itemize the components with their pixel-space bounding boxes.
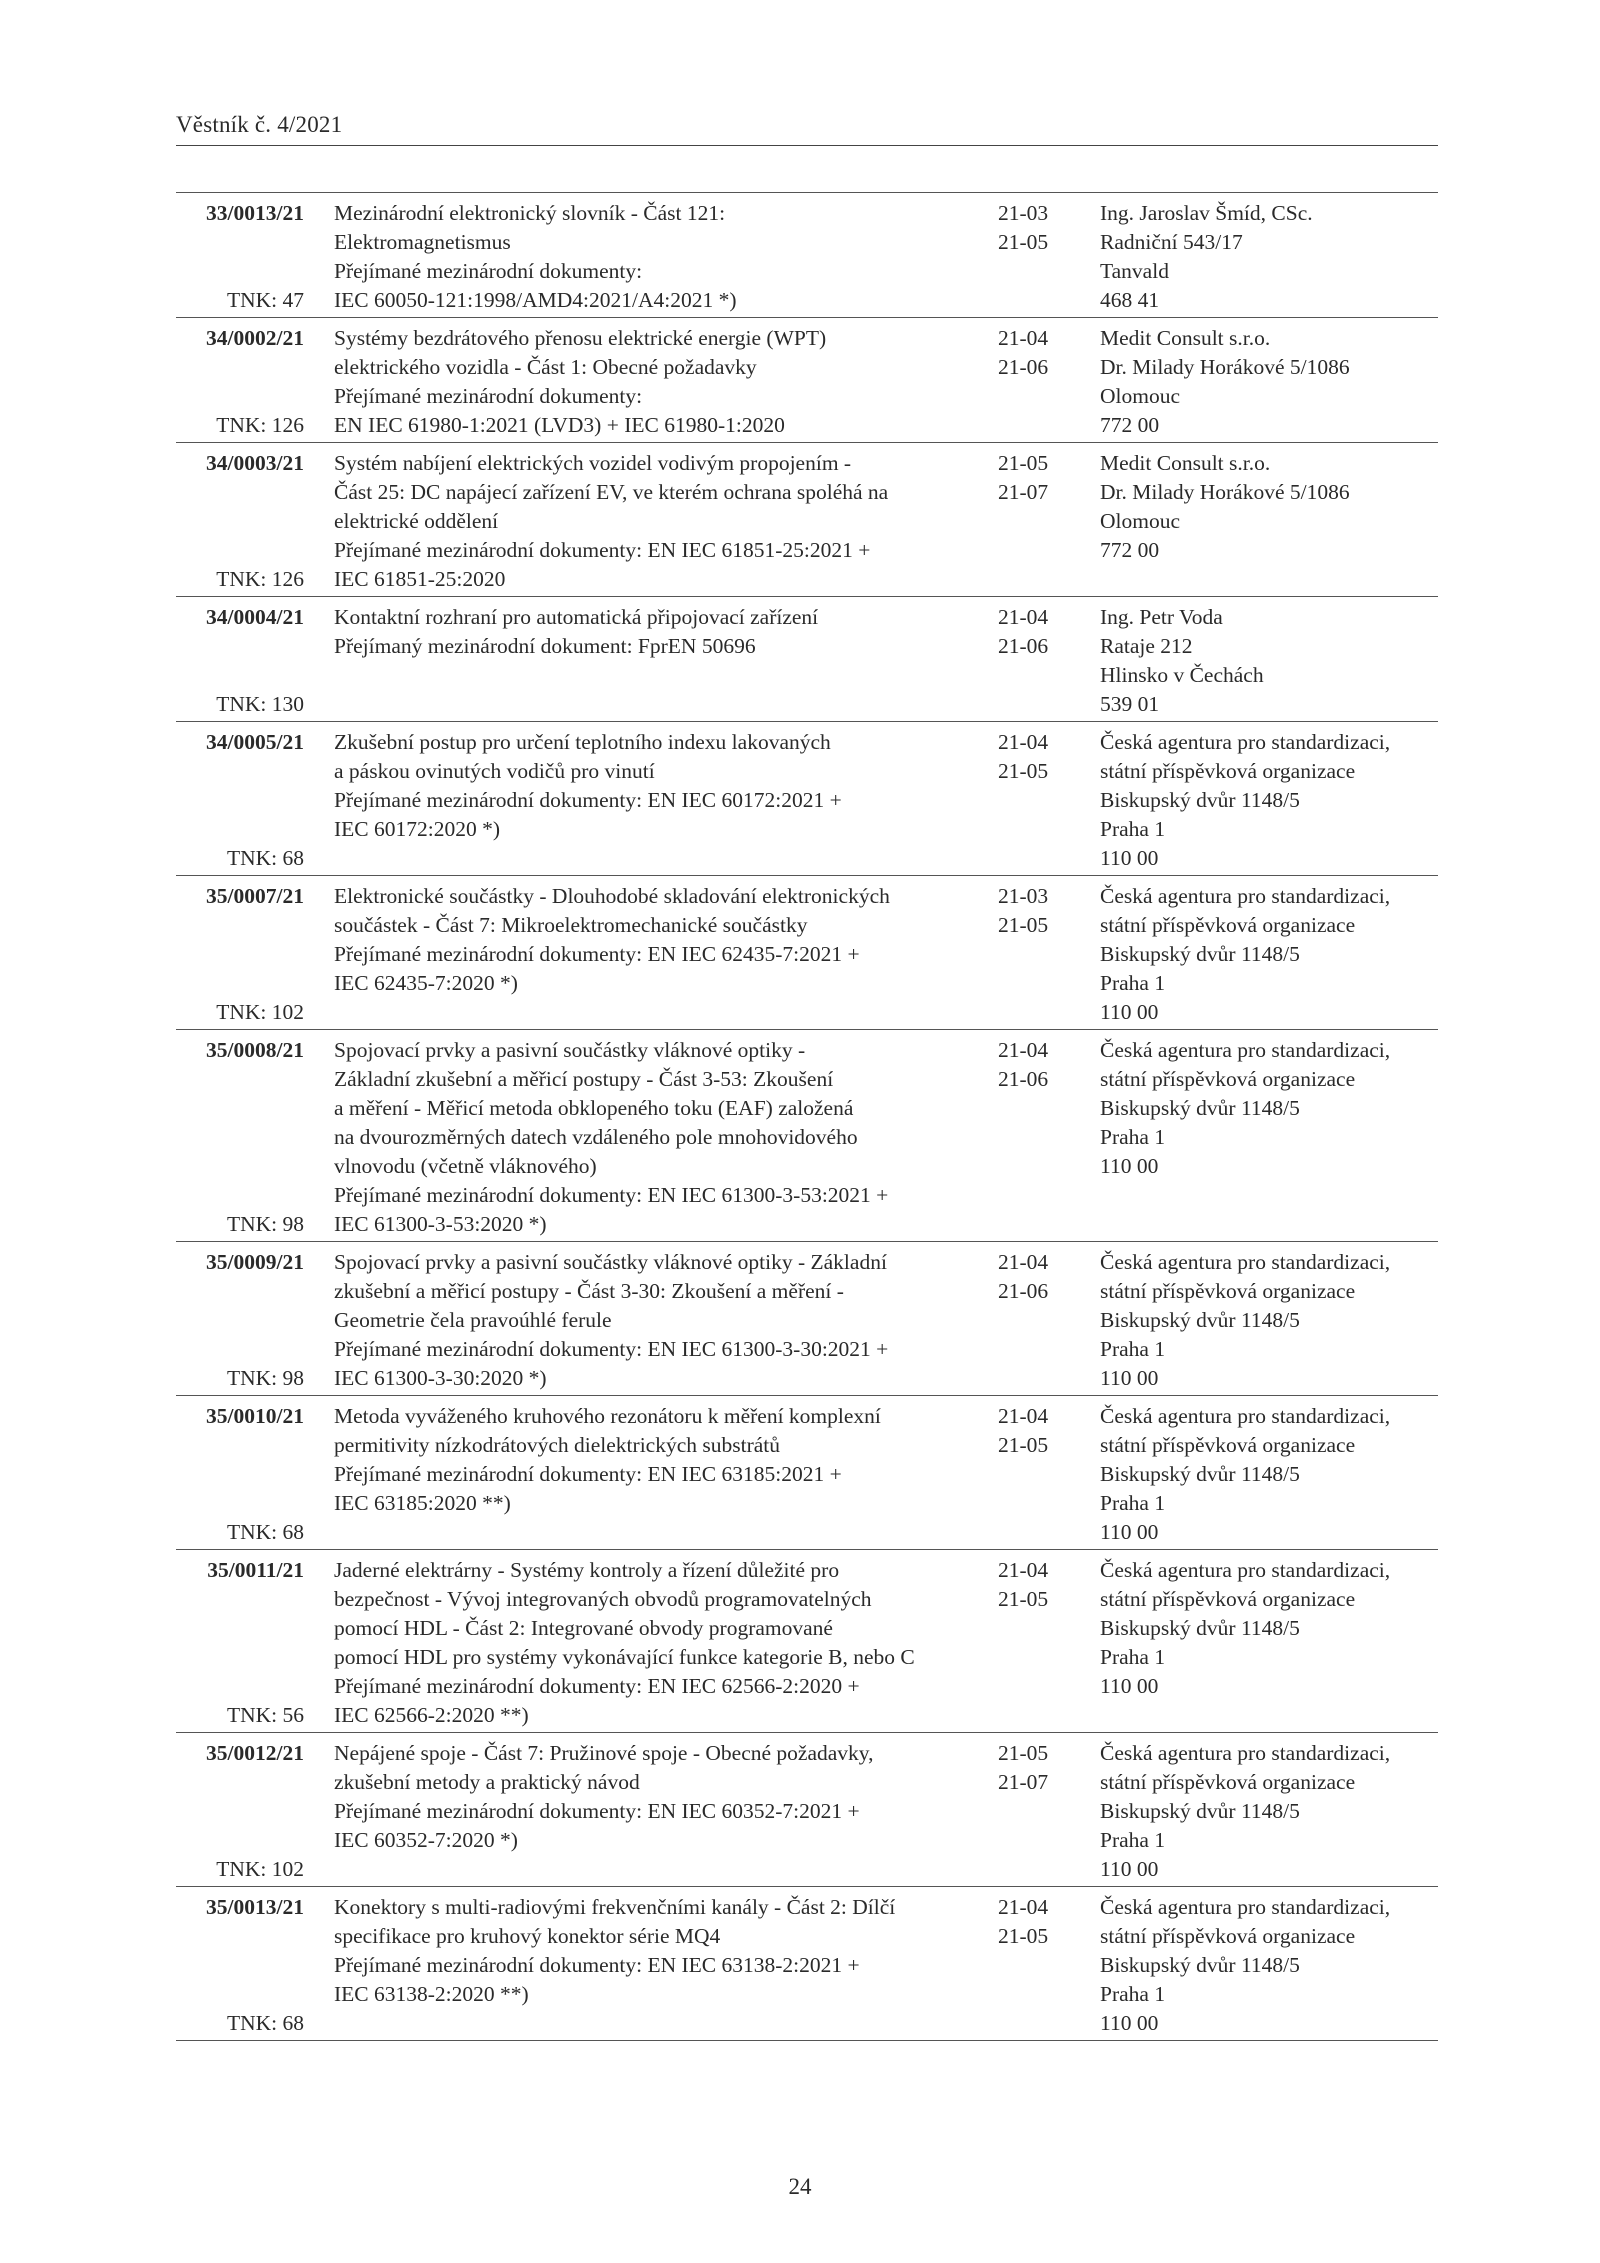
dates-cell: [998, 449, 1080, 594]
address-line: Česká agentura pro standardizaci,: [1100, 1250, 1391, 1274]
row-number-cell: [176, 1248, 304, 1393]
title-line: Nepájené spoje - Část 7: Pružinové spoje - Obecné požadavky,: [334, 1741, 874, 1765]
address-line: 110 00: [1100, 846, 1159, 870]
address-line: 110 00: [1100, 1000, 1159, 1024]
date-line: 21-04: [998, 1895, 1049, 1919]
address-line: Biskupský dvůr 1148/5: [1100, 1799, 1300, 1823]
page-header-title: Věstník č. 4/2021: [176, 112, 343, 137]
address-line: 468 41: [1100, 288, 1160, 312]
address-line: Biskupský dvůr 1148/5: [1100, 1953, 1300, 1977]
title-line: IEC 60050-121:1998/AMD4:2021/A4:2021 *): [334, 288, 737, 312]
tnk-code: TNK: 56: [226, 1703, 304, 1727]
title-line: Přejímané mezinárodní dokumenty: EN IEC 61300-3-53:2021 +: [334, 1183, 889, 1207]
tnk-code: TNK: 126: [216, 567, 304, 591]
address-line: státní příspěvková organizace: [1100, 1279, 1356, 1303]
title-line: IEC 60172:2020 *): [334, 817, 501, 841]
address-cell: [1100, 1248, 1438, 1393]
address-line: Ing. Petr Voda: [1100, 605, 1223, 629]
address-line: Dr. Milady Horákové 5/1086: [1100, 480, 1350, 504]
address-cell: [1100, 449, 1438, 594]
task-number: 35/0007/21: [206, 884, 304, 908]
date-line: 21-04: [998, 605, 1049, 629]
dates-cell: [998, 1402, 1080, 1547]
address-line: 110 00: [1100, 1366, 1159, 1390]
address-line: Medit Consult s.r.o.: [1100, 451, 1271, 475]
date-line: 21-06: [998, 634, 1049, 658]
title-cell: [334, 728, 982, 873]
table-row: [176, 193, 1438, 318]
address-line: Biskupský dvůr 1148/5: [1100, 1308, 1300, 1332]
address-line: Rataje 212: [1100, 634, 1193, 658]
title-line: a páskou ovinutých vodičů pro vinutí: [334, 759, 655, 783]
address-line: Radniční 543/17: [1100, 230, 1243, 254]
table-row: [176, 318, 1438, 443]
address-line: 110 00: [1100, 1857, 1159, 1881]
task-number: 35/0008/21: [206, 1038, 304, 1062]
address-line: státní příspěvková organizace: [1100, 759, 1356, 783]
title-cell: [334, 882, 982, 1027]
table-row: [176, 1030, 1438, 1242]
title-line: Přejímané mezinárodní dokumenty: EN IEC 63185:2021 +: [334, 1462, 842, 1486]
title-line: Přejímané mezinárodní dokumenty: EN IEC 60352-7:2021 +: [334, 1799, 860, 1823]
date-line: 21-05: [998, 1924, 1049, 1948]
address-line: Biskupský dvůr 1148/5: [1100, 1616, 1300, 1640]
title-cell: [334, 1036, 982, 1239]
address-line: Biskupský dvůr 1148/5: [1100, 942, 1300, 966]
row-number-cell: [176, 1036, 304, 1239]
title-line: EN IEC 61980-1:2021 (LVD3) + IEC 61980-1:2020: [334, 413, 785, 437]
tnk-code: TNK: 68: [226, 1520, 304, 1544]
date-line: 21-05: [998, 1741, 1049, 1765]
title-cell: [334, 324, 982, 440]
address-line: 110 00: [1100, 1520, 1159, 1544]
title-line: součástek - Část 7: Mikroelektromechanické součástky: [334, 913, 808, 937]
date-line: 21-06: [998, 1279, 1049, 1303]
date-line: 21-04: [998, 326, 1049, 350]
title-line: a měření - Měřicí metoda obklopeného toku (EAF) založená: [334, 1096, 854, 1120]
table-row: [176, 1242, 1438, 1396]
address-cell: [1100, 1893, 1438, 2038]
row-number-cell: [176, 728, 304, 873]
address-line: Biskupský dvůr 1148/5: [1100, 788, 1300, 812]
header-rule: [176, 145, 1438, 146]
title-line: pomocí HDL - Část 2: Integrované obvody programované: [334, 1616, 833, 1640]
address-line: státní příspěvková organizace: [1100, 913, 1356, 937]
row-number-cell: [176, 449, 304, 594]
task-number: 35/0009/21: [206, 1250, 304, 1274]
date-line: 21-03: [998, 201, 1049, 225]
title-line: elektrického vozidla - Část 1: Obecné požadavky: [334, 355, 757, 379]
date-line: 21-04: [998, 730, 1049, 754]
tnk-code: TNK: 68: [226, 2011, 304, 2035]
tnk-code: TNK: 68: [226, 846, 304, 870]
date-line: 21-03: [998, 884, 1049, 908]
title-line: IEC 63185:2020 **): [334, 1491, 511, 1515]
title-line: Přejímané mezinárodní dokumenty: EN IEC 62435-7:2021 +: [334, 942, 860, 966]
task-number: 34/0003/21: [206, 451, 304, 475]
address-line: Olomouc: [1100, 509, 1181, 533]
title-line: na dvourozměrných datech vzdáleného pole mnohovidového: [334, 1125, 858, 1149]
title-line: Systém nabíjení elektrických vozidel vodivým propojením -: [334, 451, 852, 475]
title-cell: [334, 1248, 982, 1393]
address-cell: [1100, 728, 1438, 873]
title-line: Kontaktní rozhraní pro automatická připojovací zařízení: [334, 605, 819, 629]
task-number: 34/0005/21: [206, 730, 304, 754]
task-number: 33/0013/21: [206, 201, 304, 225]
table-row: [176, 597, 1438, 722]
task-number: 35/0012/21: [206, 1741, 304, 1765]
address-line: Praha 1: [1100, 1125, 1166, 1149]
address-line: státní příspěvková organizace: [1100, 1433, 1356, 1457]
dates-cell: [998, 324, 1080, 440]
row-number-cell: [176, 1402, 304, 1547]
title-line: elektrické oddělení: [334, 509, 499, 533]
address-line: Olomouc: [1100, 384, 1181, 408]
table-row: [176, 876, 1438, 1030]
row-number-cell: [176, 1739, 304, 1884]
date-line: 21-05: [998, 230, 1049, 254]
title-line: specifikace pro kruhový konektor série MQ4: [334, 1924, 721, 1948]
title-line: permitivity nízkodrátových dielektrických substrátů: [334, 1433, 781, 1457]
title-line: Přejímané mezinárodní dokumenty: EN IEC 61851-25:2021 +: [334, 538, 871, 562]
address-line: Ing. Jaroslav Šmíd, CSc.: [1100, 201, 1313, 225]
address-line: Tanvald: [1100, 259, 1169, 283]
address-cell: [1100, 1739, 1438, 1884]
title-line: Geometrie čela pravoúhlé ferule: [334, 1308, 612, 1332]
dates-cell: [998, 728, 1080, 873]
title-line: Přejímané mezinárodní dokumenty: EN IEC 62566-2:2020 +: [334, 1674, 860, 1698]
dates-cell: [998, 882, 1080, 1027]
address-line: Hlinsko v Čechách: [1100, 663, 1264, 687]
address-line: Dr. Milady Horákové 5/1086: [1100, 355, 1350, 379]
table-row: [176, 1733, 1438, 1887]
date-line: 21-04: [998, 1250, 1049, 1274]
address-line: státní příspěvková organizace: [1100, 1067, 1356, 1091]
date-line: 21-05: [998, 451, 1049, 475]
title-line: IEC 60352-7:2020 *): [334, 1828, 518, 1852]
title-line: Část 25: DC napájecí zařízení EV, ve kterém ochrana spoléhá na: [334, 480, 889, 504]
task-number: 35/0013/21: [206, 1895, 304, 1919]
dates-cell: [998, 199, 1080, 315]
task-number: 34/0004/21: [206, 605, 304, 629]
tnk-code: TNK: 102: [216, 1000, 304, 1024]
address-line: Česká agentura pro standardizaci,: [1100, 1404, 1391, 1428]
table-row: [176, 722, 1438, 876]
title-cell: [334, 1556, 982, 1730]
tnk-code: TNK: 98: [226, 1212, 304, 1236]
address-line: 110 00: [1100, 1674, 1159, 1698]
table-row: [176, 1396, 1438, 1550]
title-line: Přejímané mezinárodní dokumenty: EN IEC 60172:2021 +: [334, 788, 842, 812]
title-line: pomocí HDL pro systémy vykonávající funkce kategorie B, nebo C: [334, 1645, 915, 1669]
address-line: Česká agentura pro standardizaci,: [1100, 1558, 1391, 1582]
tnk-code: TNK: 126: [216, 413, 304, 437]
address-cell: [1100, 324, 1438, 440]
address-line: 110 00: [1100, 1154, 1159, 1178]
date-line: 21-06: [998, 355, 1049, 379]
date-line: 21-07: [998, 1770, 1049, 1794]
task-number: 35/0011/21: [207, 1558, 304, 1582]
title-cell: [334, 449, 982, 594]
tnk-code: TNK: 98: [226, 1366, 304, 1390]
title-line: Přejímané mezinárodní dokumenty:: [334, 259, 643, 283]
address-line: Praha 1: [1100, 1645, 1166, 1669]
title-line: IEC 63138-2:2020 **): [334, 1982, 529, 2006]
dates-cell: [998, 1893, 1080, 2038]
standards-table: [176, 192, 1438, 2041]
address-line: 110 00: [1100, 2011, 1159, 2035]
title-line: Systémy bezdrátového přenosu elektrické energie (WPT): [334, 326, 827, 350]
address-line: státní příspěvková organizace: [1100, 1587, 1356, 1611]
date-line: 21-07: [998, 480, 1049, 504]
date-line: 21-05: [998, 913, 1049, 937]
row-number-cell: [176, 603, 304, 719]
address-line: Česká agentura pro standardizaci,: [1100, 730, 1391, 754]
address-line: 772 00: [1100, 413, 1160, 437]
row-number-cell: [176, 1556, 304, 1730]
address-line: Praha 1: [1100, 971, 1166, 995]
dates-cell: [998, 603, 1080, 719]
address-cell: [1100, 603, 1438, 719]
title-line: Přejímané mezinárodní dokumenty: EN IEC 63138-2:2021 +: [334, 1953, 860, 1977]
address-line: Česká agentura pro standardizaci,: [1100, 1741, 1391, 1765]
title-line: zkušební a měřicí postupy - Část 3-30: Zkoušení a měření -: [334, 1279, 844, 1303]
address-line: Biskupský dvůr 1148/5: [1100, 1096, 1300, 1120]
title-line: Přejímané mezinárodní dokumenty:: [334, 384, 643, 408]
title-line: IEC 61300-3-30:2020 *): [334, 1366, 547, 1390]
address-cell: [1100, 882, 1438, 1027]
title-line: bezpečnost - Vývoj integrovaných obvodů programovatelných: [334, 1587, 872, 1611]
title-line: Elektronické součástky - Dlouhodobé skladování elektronických: [334, 884, 890, 908]
date-line: 21-06: [998, 1067, 1049, 1091]
tnk-code: TNK: 47: [226, 288, 304, 312]
title-cell: [334, 1402, 982, 1547]
tnk-code: TNK: 130: [216, 692, 304, 716]
title-line: vlnovodu (včetně vláknového): [334, 1154, 597, 1178]
dates-cell: [998, 1556, 1080, 1730]
table-row: [176, 1550, 1438, 1733]
dates-cell: [998, 1739, 1080, 1884]
title-line: Mezinárodní elektronický slovník - Část 121:: [334, 201, 726, 225]
title-line: Elektromagnetismus: [334, 230, 511, 254]
address-cell: [1100, 1556, 1438, 1730]
date-line: 21-04: [998, 1404, 1049, 1428]
task-number: 35/0010/21: [206, 1404, 304, 1428]
date-line: 21-04: [998, 1038, 1049, 1062]
title-line: Zkušební postup pro určení teplotního indexu lakovaných: [334, 730, 831, 754]
title-line: Metoda vyváženého kruhového rezonátoru k měření komplexní: [334, 1404, 881, 1428]
row-number-cell: [176, 324, 304, 440]
address-line: Praha 1: [1100, 1337, 1166, 1361]
table-row: [176, 1887, 1438, 2041]
address-line: státní příspěvková organizace: [1100, 1924, 1356, 1948]
title-line: zkušební metody a praktický návod: [334, 1770, 640, 1794]
address-line: Praha 1: [1100, 1491, 1166, 1515]
title-line: Přejímané mezinárodní dokumenty: EN IEC 61300-3-30:2021 +: [334, 1337, 889, 1361]
page-number: 24: [788, 2174, 812, 2199]
tnk-code: TNK: 102: [216, 1857, 304, 1881]
row-number-cell: [176, 199, 304, 315]
title-line: IEC 61300-3-53:2020 *): [334, 1212, 547, 1236]
title-line: IEC 62435-7:2020 *): [334, 971, 518, 995]
address-line: státní příspěvková organizace: [1100, 1770, 1356, 1794]
address-line: Česká agentura pro standardizaci,: [1100, 1038, 1391, 1062]
address-cell: [1100, 1402, 1438, 1547]
task-number: 34/0002/21: [206, 326, 304, 350]
title-line: IEC 62566-2:2020 **): [334, 1703, 529, 1727]
address-cell: [1100, 1036, 1438, 1239]
title-cell: [334, 1739, 982, 1884]
title-line: Základní zkušební a měřicí postupy - Část 3-53: Zkoušení: [334, 1067, 834, 1091]
dates-cell: [998, 1248, 1080, 1393]
title-line: IEC 61851-25:2020: [334, 567, 506, 591]
date-line: 21-05: [998, 1433, 1049, 1457]
title-line: Spojovací prvky a pasivní součástky vláknové optiky -: [334, 1038, 806, 1062]
address-line: Medit Consult s.r.o.: [1100, 326, 1271, 350]
dates-cell: [998, 1036, 1080, 1239]
address-line: Biskupský dvůr 1148/5: [1100, 1462, 1300, 1486]
table-row: [176, 443, 1438, 597]
date-line: 21-05: [998, 1587, 1049, 1611]
date-line: 21-05: [998, 759, 1049, 783]
address-line: Praha 1: [1100, 1982, 1166, 2006]
address-line: Praha 1: [1100, 817, 1166, 841]
address-line: 539 01: [1100, 692, 1160, 716]
address-cell: [1100, 199, 1438, 315]
date-line: 21-04: [998, 1558, 1049, 1582]
title-line: Přejímaný mezinárodní dokument: FprEN 50696: [334, 634, 756, 658]
title-cell: [334, 603, 982, 719]
title-line: Jaderné elektrárny - Systémy kontroly a řízení důležité pro: [334, 1558, 840, 1582]
title-line: Spojovací prvky a pasivní součástky vláknové optiky - Základní: [334, 1250, 887, 1274]
address-line: 772 00: [1100, 538, 1160, 562]
address-line: Praha 1: [1100, 1828, 1166, 1852]
row-number-cell: [176, 882, 304, 1027]
title-cell: [334, 1893, 982, 2038]
title-cell: [334, 199, 982, 315]
title-line: Konektory s multi-radiovými frekvenčními kanály - Část 2: Dílčí: [334, 1895, 896, 1919]
address-line: Česká agentura pro standardizaci,: [1100, 884, 1391, 908]
row-number-cell: [176, 1893, 304, 2038]
address-line: Česká agentura pro standardizaci,: [1100, 1895, 1391, 1919]
